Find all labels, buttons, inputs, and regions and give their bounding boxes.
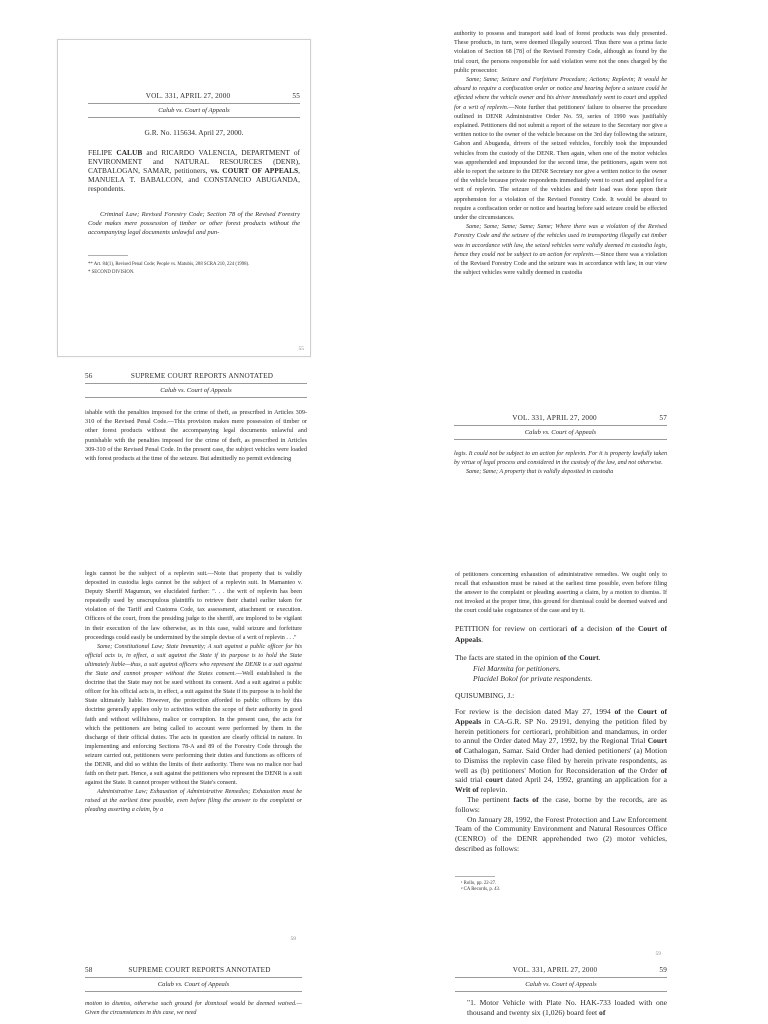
case-subheader: Calub vs. Court of Appeals <box>455 977 667 992</box>
page-58 <box>85 966 302 1024</box>
page-57 <box>454 414 667 504</box>
page-56 <box>85 372 307 500</box>
footnote-rule <box>88 255 128 256</box>
gr-number: G.R. No. 115634. April 27, 2000. <box>144 128 244 137</box>
volume-label: VOL. 331, APRIL 27, 2000 <box>512 966 598 974</box>
body-text: of petitioners concerning exhaustion of administrative remedies. We ought only to recall that exhaustion must be raised at the earliest time possible, even before filing the answer to the complaint or pleading asserting a claim, by a motion to dismiss. If not invoked at the proper time, this ground for dismissal could be deemed waived and the court could take cognizance of the case and try it. <box>455 572 667 615</box>
facts-line: The facts are stated in the opinion of the Court. <box>455 653 601 663</box>
case-subheader: Calub vs. Court of Appeals <box>88 103 300 118</box>
body-text: For review is the decision dated May 27, 1994 of the Court of Appeals in CA-G.R. SP No. 29191, denying the petition filed by herein petitioners for certiorari, prohibition and mandamus, in order to annul the Order dated May 27, 1992, by the Regional Trial Court of Cathalogan, Samar. Said Order had denied petitioners' (a) Motion to Dismiss the replevin case filed by herein private respondents, as well as (b) petitioners' Motion for Reconsideration of the Order of said trial court dated April 24, 1992, granting an application for a Writ of replevin. The pertinent facts of the case, borne by the records, are as follows: On January 28, 1992, the Forest Protection and Law Enforcement Team of the Community Environment and Natural Resources Office (CENRO) of the DENR apprehended two (2) motor vehicles, described as follows: <box>455 706 667 854</box>
page-55 <box>57 39 311 357</box>
ponente: QUISUMBING, J.: <box>455 690 515 700</box>
body-text: legis cannot be the subject of a replevin suit.—Note that property that is validly deposited in custodia legis cannot be the subject of a replevin suit. In Mamanteo v. Deputy Sheriff Magumun, we elucidated further: ". . . the writ of replevin has been repeatedly used by unscrupulous plaintiffs to retrieve their chattel earlier taken for violation of the Tariff and Customs Code, tax assessment, attachment or execution. Officers of the court, from the presiding judge to the sheriff, are implored to be vigilant in their execution of the law otherwise, as in this case, valid seizure and forfeiture proceedings could easily be undermined by the simple devise of a writ of replevin . . ." Same; Constitutional Law; State Immunity; A suit against a public officer for his official acts is, in effect, a suit against the State if its purpose is to hold the State ultimately liable—thus, a suit against officers who represent the DENR is a suit against the State and cannot prosper without the States consent.—Well established is the doctrine that the State may not be sued without its consent. And a suit against a public officer for his official acts is, in effect, a suit against the State if its purpose is to hold the State ultimately liable. However, the protection afforded to public officers by this doctrine generally applies only to activities within the scope of their authority in good faith and without willfulness, malice or corruption. In the present case, the acts for which the petitioners are being called to account were performed by them in the discharge of their official duties. The acts in question are clearly official in nature. In implementing and enforcing Sections 78-A and 89 of the Forestry Code through the seizure carried out, petitioners were performing their duties and functions as officers of the DENR, and did so within the limits of their authority. There was no malice nor bad faith on their part. Hence, a suit against the petitioners who represent the DENR is a suit against the State. It cannot prosper without the State's consent. Administrative Law; Exhaustion of Administrative Remedies; Exhaustion must be raised at the earliest time possible, even before filing the answer to the complaint or pleading asserting a claim, by a <box>85 571 302 814</box>
report-title: SUPREME COURT REPORTS ANNOTATED <box>128 966 271 974</box>
footnote-rule <box>455 876 495 877</box>
page-footer-number: 58 <box>290 936 296 942</box>
page-number: 57 <box>659 414 667 422</box>
footnote: ¹ Rollo, pp. 22-27. <box>461 880 497 886</box>
footnote: * SECOND DIVISION. <box>88 270 135 276</box>
body-text: legis. It could not be subject to an action for replevin. For it is property lawfully taken by virtue of legal process and considered in the custody of the law, and not otherwise. Same; Same; A property that is validly deposited in custodia <box>454 451 667 476</box>
syllabus: Criminal Law; Revised Forestry Code; Section 78 of the Revised Forestry Code makes mere possession of timber or other forest products without the accompanying legal documents unlawful and pun- <box>88 210 300 236</box>
case-parties: FELIPE CALUB and RICARDO VALENCIA, DEPARTMENT of ENVIRONMENT and NATURAL RESOURCES (DENR), CATBALOGAN, SAMAR, petitioners, vs. COURT OF APPEALS, MANUELA T. BABALCON, and CONSTANCIO ABUGANDA, respondents. <box>88 148 301 193</box>
page-header <box>85 966 302 974</box>
report-title: SUPREME COURT REPORTS ANNOTATED <box>130 372 274 380</box>
case-subheader: Calub vs. Court of Appeals <box>454 425 667 440</box>
page-number: 55 <box>292 92 300 100</box>
page-59 <box>455 966 667 1024</box>
page-header <box>85 372 307 380</box>
page-header <box>88 92 300 100</box>
volume-label: VOL. 331, APRIL 27, 2000 <box>145 92 231 100</box>
body-text: ishable with the penalties imposed for the crime of theft, as prescribed in Articles 309-310 of the Revised Penal Code.—This provision makes mere possession of timber or other forest products without the accompanying legal documents unlawful and punishable with the penalties imposed for the crime of theft, as prescribed in Articles 309-310 of the Revised Penal Code. In the present case, the subject vehicles were loaded with forest products at the time of the seizure. But admittedly no permit evidencing <box>85 409 307 463</box>
counsel-petitioners: Fiel Marmita for petitioners. <box>473 663 561 673</box>
counsel-respondents: Placidel Bokol for private respondents. <box>473 674 593 684</box>
page-footer-number: 55 <box>298 346 304 352</box>
case-subheader: Calub vs. Court of Appeals <box>85 383 307 398</box>
footnote: ** Art. 84(1), Revised Penal Code; People vs. Matubis, 288 SCRA 210, 224 (1998). <box>88 261 250 267</box>
page-59-body <box>455 571 667 959</box>
case-subheader: Calub vs. Court of Appeals <box>85 977 302 992</box>
page-header <box>455 966 667 974</box>
page-footer-number: 59 <box>655 951 661 957</box>
page-number: 56 <box>85 372 93 380</box>
page-57-body <box>454 30 667 428</box>
page-58-body <box>85 570 302 946</box>
page-number: 58 <box>85 966 93 974</box>
body-text: authority to possess and transport said load of forest products was duly presented. These products, in turn, were deemed illegally sourced. Thus there was a prima facie violation of Section 68 [78] of the Revised Forestry Code, although as found by the trial court, the persons responsible for said violation were not the ones charged by the public prosecutor. Same; Same; Seizure and Forfeiture Procedure; Actions; Replevin; It would be absurd to require a confiscation order or notice and hearing before a seizure could be effected where the vehicle owner and his driver immediately went to court and applied for a writ of replevin.—Note further that petitioners' failure to observe the procedure outlined in DENR Administrative Order No. 59, series of 1990 was justifiably explained. Petitioners did not submit a report of the seizure to the Secretary nor give a written notice to the owner of the vehicle because on the 3rd day following the seizure, Gabon and Abuganda, drivers of the seized vehicles, forcibly took the impounded vehicles from the custody of the DENR. Then again, when one of the motor vehicles was apprehended and impounded for the second time, the petitioners, again were not able to report the seizure to the DENR Secretary nor give a written notice to the owner of the vehicle because private respondents immediately went to court and applied for a writ of replevin. The seizure of the vehicles and their load was done upon their apprehension for a violation of the Revised Forestry Code. It would be absurd to require a confiscation order or notice and hearing before said seizure could be effected under the circumstances. Same; Same; Same; Same; Same; Where there was a violation of the Revised Forestry Code and the seizure of the vehicles used in transporting illegally cut timber was in accordance with law, the seized vehicles were validly deemed in custodia legis, hence they could not be subject to an action for replevin.—Since there was a violation of the Revised Forestry Code and the seizure was in accordance with law, in our view the subject vehicles were validly deemed in custodia <box>454 31 667 277</box>
page-number: 59 <box>659 966 667 974</box>
volume-label: VOL. 331, APRIL 27, 2000 <box>512 414 597 422</box>
body-text: "1. Motor Vehicle with Plate No. HAK-733 loaded with one thousand and twenty six (1,026) board feet of <box>467 998 667 1017</box>
footnote: ² CA Records, p. 43. <box>461 887 501 893</box>
page-header <box>454 414 667 422</box>
body-text: motion to dismiss, otherwise such ground for dismissal would be deemed waived.—Given the circumstances in this case, we need <box>85 1001 302 1017</box>
petition-line: PETITION for review on certiorari of a decision of the Court of Appeals. <box>455 624 667 644</box>
